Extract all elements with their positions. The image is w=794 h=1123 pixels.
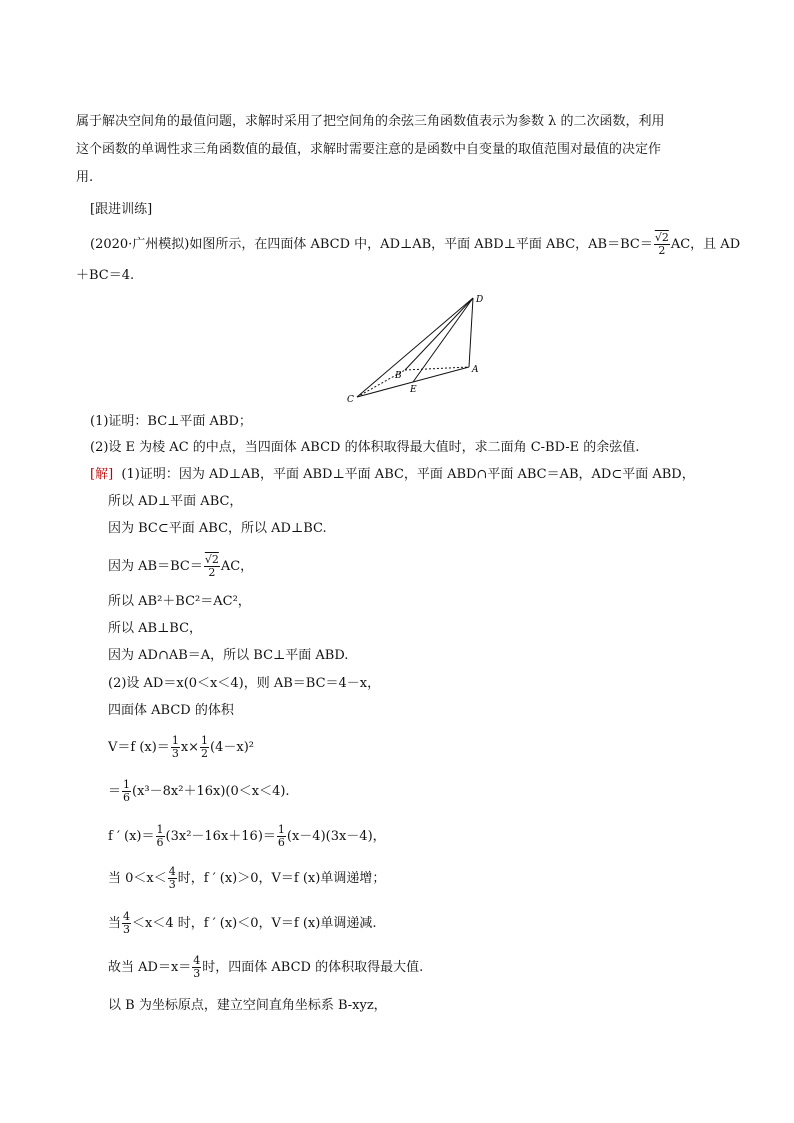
solution-line-11-text-a: ＝ bbox=[108, 784, 122, 799]
label-a: A bbox=[472, 365, 479, 375]
solution-line-14-text-b: ＜x＜4 时，f ′ (x)＜0，V＝f (x)单调递减. bbox=[132, 916, 377, 931]
fraction-denominator: 3 bbox=[193, 967, 201, 980]
problem-line-1-text-b: AC，且 AD bbox=[670, 237, 741, 252]
problem-fraction bbox=[654, 232, 670, 257]
fraction-denominator: 6 bbox=[123, 791, 131, 804]
solution-line-13-text-a: 当 0＜x＜ bbox=[108, 871, 167, 886]
question-2: (2)设 E 为棱 AC 的中点，当四面体 ABCD 的体积取得最大值时，求二面角 C-BD-E 的余弦值. bbox=[90, 440, 640, 455]
fraction-denominator: 3 bbox=[123, 923, 131, 936]
fraction-denominator: 2 bbox=[658, 244, 666, 257]
solution-line-4-fraction bbox=[204, 554, 220, 579]
solution-line-15 bbox=[108, 955, 423, 980]
solution-line-4-text-a: 因为 AB＝BC＝ bbox=[108, 559, 203, 574]
fraction-denominator: 3 bbox=[171, 747, 179, 760]
fraction-numerator: 1 bbox=[123, 778, 131, 791]
solution-line-12-text-b: (3x²－16x＋16)＝ bbox=[165, 829, 276, 844]
practice-tag: [跟进训练] bbox=[90, 202, 153, 217]
solution-line-13-fraction bbox=[168, 866, 177, 891]
solution-line-14-text-a: 当 bbox=[108, 916, 122, 931]
problem-line-1 bbox=[90, 232, 740, 257]
solution-line-10-text-c: (4－x)² bbox=[210, 740, 255, 755]
fraction-denominator: 2 bbox=[208, 566, 216, 579]
solution-line-13-text-b: 时，f ′ (x)＞0，V＝f (x)单调递增； bbox=[177, 871, 386, 886]
solution-line-2: 所以 AD⊥平面 ABC， bbox=[108, 494, 243, 509]
question-1: (1)证明：BC⊥平面 ABD； bbox=[90, 414, 252, 429]
edge-da bbox=[469, 298, 473, 367]
fraction-numerator: 4 bbox=[123, 910, 131, 923]
fraction-denominator: 3 bbox=[168, 878, 176, 891]
solution-tag: [解] bbox=[90, 467, 114, 482]
solution-line-10 bbox=[108, 735, 254, 760]
solution-line-12 bbox=[108, 824, 386, 849]
label-e: E bbox=[410, 385, 417, 395]
solution-line-14-fraction bbox=[122, 911, 131, 936]
solution-line-11 bbox=[108, 779, 290, 804]
solution-line-15-fraction bbox=[192, 955, 201, 980]
solution-line-12-text-c: (x－4)(3x－4)， bbox=[286, 829, 386, 844]
solution-line-10-fraction-1 bbox=[171, 735, 180, 760]
problem-line-2: ＋BC＝4. bbox=[76, 268, 135, 283]
solution-line-15-text-a: 故当 AD＝x＝ bbox=[108, 960, 192, 975]
solution-line-4-text-b: AC， bbox=[220, 559, 254, 574]
intro-line-1: 属于解决空间角的最值问题，求解时采用了把空间角的余弦三角函数值表示为参数 λ 的二次函数，利用 bbox=[76, 114, 665, 129]
solution-line-16: 以 B 为坐标原点，建立空间直角坐标系 B-xyz， bbox=[108, 998, 387, 1013]
intro-line-2: 这个函数的单调性求三角函数值的最值，求解时需要注意的是函数中自变量的取值范围对最值的决定作 bbox=[76, 142, 662, 157]
solution-line-12-fraction-2 bbox=[277, 824, 286, 849]
fraction-numerator: 4 bbox=[193, 954, 201, 967]
edge-cd bbox=[357, 298, 473, 397]
solution-line-7: 因为 AD∩AB＝A，所以 BC⊥平面 ABD. bbox=[108, 648, 349, 663]
fraction-numerator: 1 bbox=[201, 734, 209, 747]
solution-line-9: 四面体 ABCD 的体积 bbox=[108, 703, 234, 718]
fraction-numerator: √2 bbox=[654, 231, 669, 244]
tetrahedron-figure bbox=[340, 290, 490, 405]
solution-line-14 bbox=[108, 911, 376, 936]
fraction-numerator: √2 bbox=[204, 553, 219, 566]
label-c: C bbox=[347, 395, 354, 405]
fraction-denominator: 6 bbox=[277, 836, 285, 849]
fraction-numerator: 1 bbox=[156, 823, 164, 836]
fraction-numerator: 1 bbox=[277, 823, 285, 836]
solution-line-11-fraction bbox=[122, 779, 131, 804]
solution-line-12-text-a: f ′ (x)＝ bbox=[108, 829, 155, 844]
fraction-numerator: 1 bbox=[171, 734, 179, 747]
solution-line-12-fraction-1 bbox=[156, 824, 165, 849]
edge-db bbox=[405, 298, 473, 370]
solution-line-11-text-b: (x³－8x²＋16x)(0＜x＜4). bbox=[132, 784, 290, 799]
label-b: B bbox=[395, 371, 402, 381]
solution-step-1: (1)证明：因为 AD⊥AB，平面 ABD⊥平面 ABC，平面 ABD∩平面 ABC＝AB，AD⊂平面 ABD， bbox=[121, 467, 695, 482]
intro-line-3: 用. bbox=[76, 170, 94, 185]
solution-line-10-text-a: V＝f (x)＝ bbox=[108, 740, 170, 755]
fraction-numerator: 4 bbox=[168, 865, 176, 878]
fraction-denominator: 2 bbox=[201, 747, 209, 760]
solution-line-15-text-b: 时，四面体 ABCD 的体积取得最大值. bbox=[202, 960, 424, 975]
problem-line-1-text-a: (2020·广州模拟)如图所示，在四面体 ABCD 中，AD⊥AB，平面 ABD⊥平面 ABC，AB＝BC＝ bbox=[90, 237, 653, 252]
solution-line-6: 所以 AB⊥BC， bbox=[108, 621, 203, 636]
label-d: D bbox=[476, 295, 484, 305]
solution-line-13 bbox=[108, 866, 385, 891]
solution-line-10-fraction-2 bbox=[200, 735, 209, 760]
solution-line-8: (2)设 AD＝x(0＜x＜4)，则 AB＝BC＝4－x， bbox=[108, 676, 381, 691]
solution-line-4 bbox=[108, 554, 253, 579]
solution-line-5: 所以 AB²＋BC²＝AC²， bbox=[108, 594, 251, 609]
solution-line-3: 因为 BC⊂平面 ABC，所以 AD⊥BC. bbox=[108, 521, 327, 536]
fraction-denominator: 6 bbox=[156, 836, 164, 849]
solution-line-10-text-b: x× bbox=[180, 740, 200, 755]
solution-line-1 bbox=[90, 465, 695, 485]
